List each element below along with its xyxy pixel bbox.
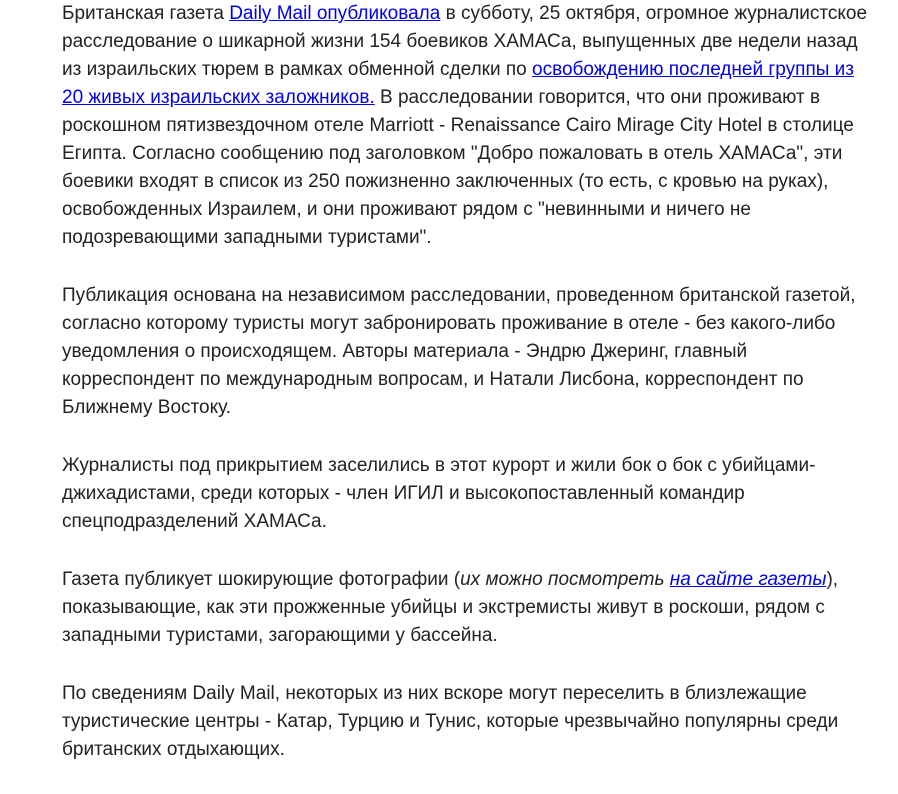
paragraph-4-text-a: Газета публикует шокирующие фотографии ( [62, 569, 461, 590]
paragraph-5: По сведениям Daily Mail, некоторых из них вскоре могут переселить в близлежащие туристические центры - Катар, Турцию и Тунис, которые чрезвычайно популярны среди британских отдыхающих. [62, 683, 839, 760]
paragraph-1 [62, 0, 874, 252]
paragraph-4-italic-text: их можно посмотреть [460, 569, 670, 590]
paragraph-3: Журналисты под прикрытием заселились в этот курорт и жили бок о бок с убийцами-джихадистами, среди которых - член ИГИЛ и высокопоставленный командир спецподразделений ХАМАСа. [62, 455, 816, 532]
paragraph-4-text-b: ), показывающие, как эти прожженные убийцы и экстремисты живут в роскоши, рядом с западными туристами, загорающими у бассейна. [62, 569, 839, 646]
hostages-release-link[interactable]: освобождению последней группы из 20 живых израильских заложников. [62, 59, 854, 108]
newspaper-site-link[interactable]: на сайте газеты [669, 569, 827, 590]
paragraph-2: Публикация основана на независимом расследовании, проведенном британской газетой, согласно которому туристы могут забронировать проживание в отеле - без какого-либо уведомления о происходящем. Авторы материала - Эндрю Джеринг, главный корреспондент по международным вопросам, и Натали Лисбона, корреспондент по Ближнему Востоку. [62, 285, 856, 418]
paragraph-1-text-c: В расследовании говорится, что они проживают в роскошном пятизвездочном отеле Marriott - Renaissance Cairo Mirage City Hotel в столице Египта. Согласно сообщению под заголовком "Добро пожаловать в отель ХАМАСа", эти боевики входят в список из 250 пожизненно заключенных (то есть, с кровью на руках), освобожденных Израилем, и они проживают рядом с "невинными и ничего не подозревающими западными туристами". [62, 87, 854, 248]
article-body [62, 0, 874, 794]
daily-mail-link[interactable]: Daily Mail опубликовала [229, 3, 441, 24]
paragraph-1-text-a: Британская газета [62, 3, 230, 24]
paragraph-4-italic [460, 569, 826, 590]
paragraph-1-text-b: в субботу, 25 октября, огромное журналистское расследование о шикарной жизни 154 боевиков ХАМАСа, выпущенных две недели назад из израильских тюрем в рамках обменной сделки по [62, 3, 868, 80]
paragraph-4 [62, 566, 874, 650]
